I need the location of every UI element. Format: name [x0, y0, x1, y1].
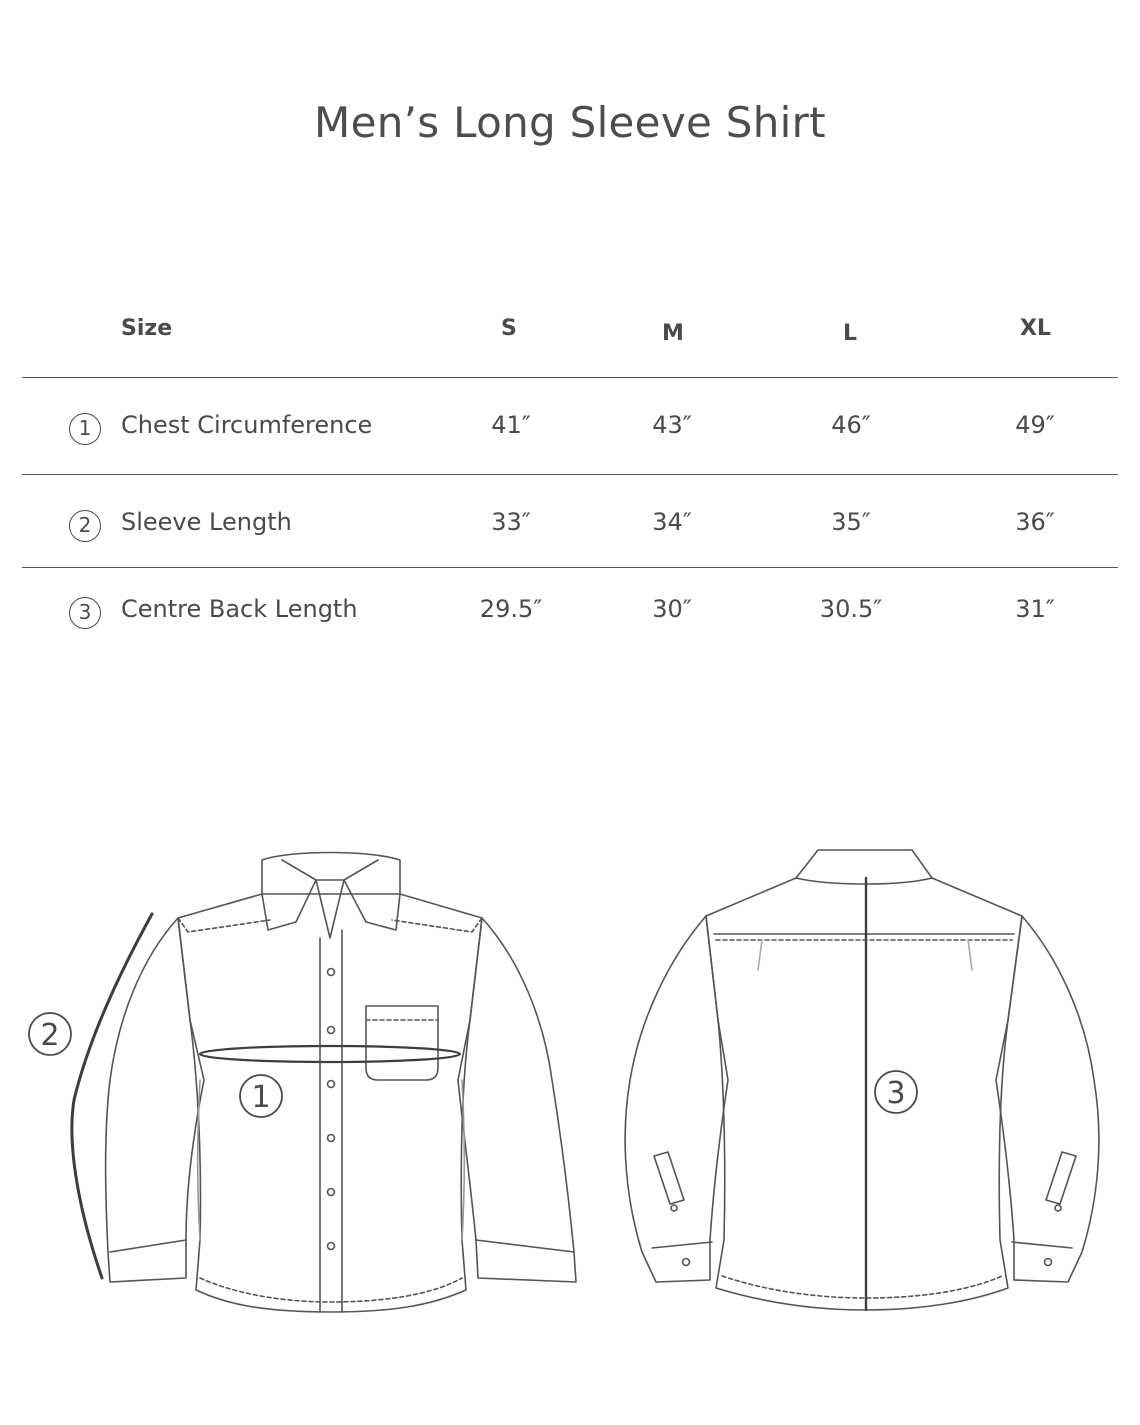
table-cell: 41″ [491, 411, 531, 439]
table-cell: 46″ [831, 411, 871, 439]
back-shirt-drawing [625, 850, 1099, 1310]
table-cell: 29.5″ [479, 595, 543, 623]
row-number-badge: 2 [69, 510, 101, 542]
front-shirt-drawing [72, 853, 576, 1313]
row-divider [22, 567, 1118, 568]
row-label: Centre Back Length [121, 595, 358, 623]
row-label: Chest Circumference [121, 411, 373, 439]
marker-3-label: 3 [886, 1076, 906, 1111]
size-xl-header: XL [1020, 316, 1051, 341]
marker-3 [875, 1071, 917, 1113]
row-label: Sleeve Length [121, 508, 292, 536]
table-cell: 33″ [491, 508, 531, 536]
table-cell: 43″ [652, 411, 692, 439]
table-cell: 30″ [652, 595, 692, 623]
row-divider [22, 474, 1118, 475]
shirt-diagram [0, 820, 1140, 1320]
table-cell: 30.5″ [819, 595, 883, 623]
marker-2-label: 2 [40, 1018, 60, 1053]
size-s-header: S [501, 316, 517, 341]
table-cell: 49″ [1015, 411, 1055, 439]
page-title: Men’s Long Sleeve Shirt [314, 98, 826, 147]
marker-1 [240, 1075, 282, 1117]
row-number-badge: 1 [69, 413, 101, 445]
marker-2 [29, 1013, 71, 1055]
marker-1-label: 1 [251, 1080, 271, 1115]
size-m-header: M [662, 321, 684, 346]
row-number-badge: 3 [69, 597, 101, 629]
table-cell: 34″ [652, 508, 692, 536]
size-l-header: L [843, 321, 858, 346]
size-header: Size [121, 316, 173, 341]
table-cell: 35″ [831, 508, 871, 536]
table-cell: 36″ [1015, 508, 1055, 536]
table-cell: 31″ [1015, 595, 1055, 623]
header-divider [22, 377, 1118, 378]
